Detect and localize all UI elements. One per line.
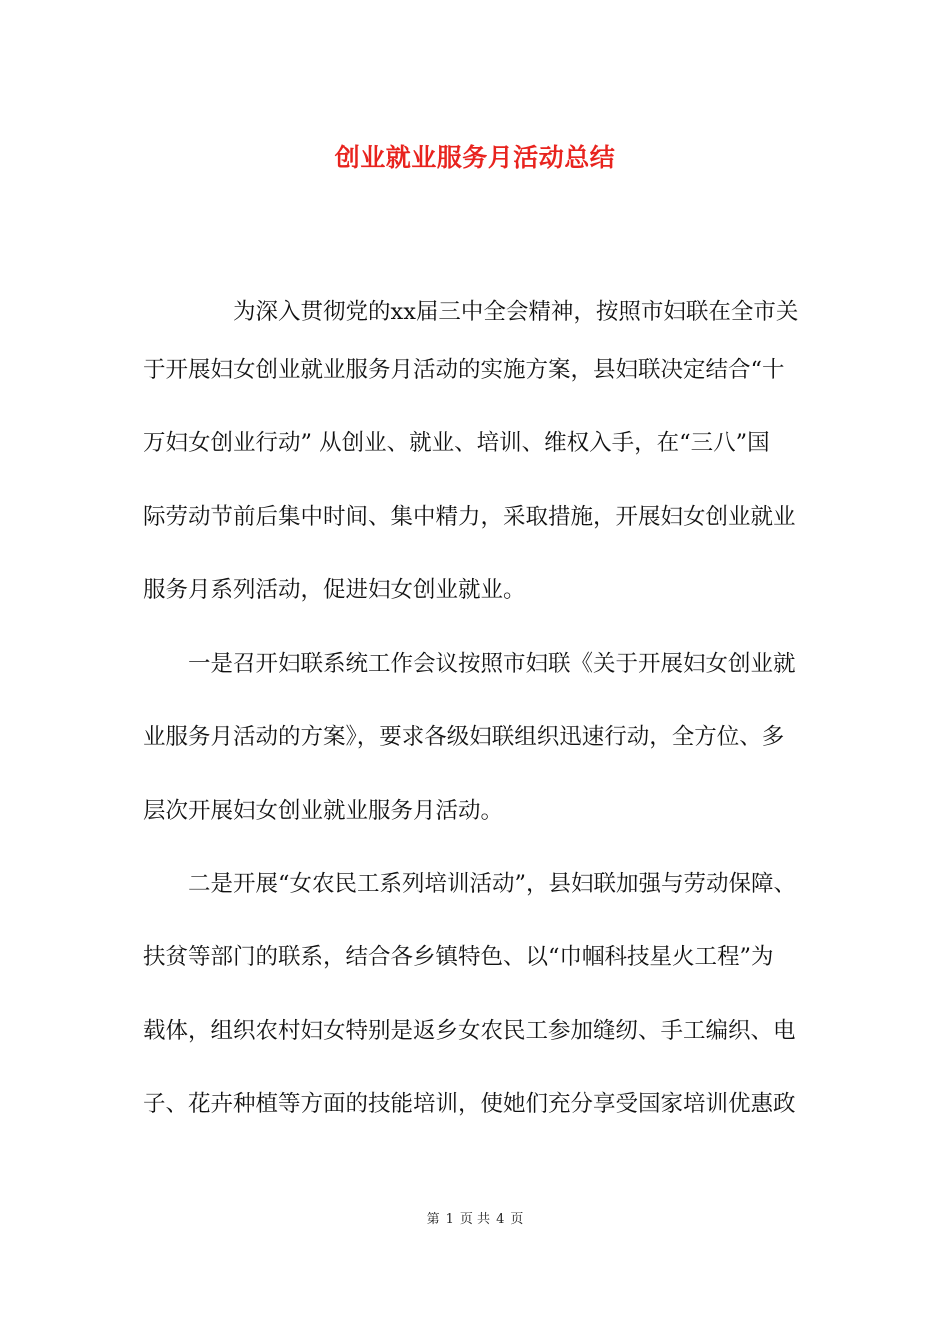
body-line: 于开展妇女创业就业服务月活动的实施方案，县妇联决定结合“十 [143,357,785,383]
body-line: 为深入贯彻党的xx届三中全会精神，按照市妇联在全市关 [233,299,799,325]
footer-middle: 页 共 [459,1212,491,1227]
page-footer [0,1208,950,1227]
footer-page-number: 1 [445,1212,454,1227]
body-line: 万妇女创业行动” 从创业、就业、培训、维权入手，在“三八”国 [143,430,770,456]
body-line: 二是开展“女农民工系列培训活动”，县妇联加强与劳动保障、 [188,871,797,897]
footer-suffix: 页 [510,1212,524,1227]
body-line: 层次开展妇女创业就业服务月活动。 [143,798,504,824]
footer-prefix: 第 [426,1212,440,1227]
body-line: 扶贫等部门的联系，结合各乡镇特色、以“巾帼科技星火工程”为 [143,944,774,970]
body-line: 子、花卉种植等方面的技能培训，使她们充分享受国家培训优惠政 [143,1091,796,1117]
body-line: 际劳动节前后集中时间、集中精力，采取措施，开展妇女创业就业 [143,504,796,530]
body-line: 一是召开妇联系统工作会议按照市妇联《关于开展妇女创业就 [188,651,796,677]
footer-total-pages: 4 [496,1212,505,1227]
document-title: 创业就业服务月活动总结 [334,143,616,172]
body-line: 业服务月活动的方案》，要求各级妇联组织迅速行动，全方位、多 [143,724,785,750]
body-line: 服务月系列活动，促进妇女创业就业。 [143,577,526,603]
body-line: 载体，组织农村妇女特别是返乡女农民工参加缝纫、手工编织、电 [143,1018,796,1044]
